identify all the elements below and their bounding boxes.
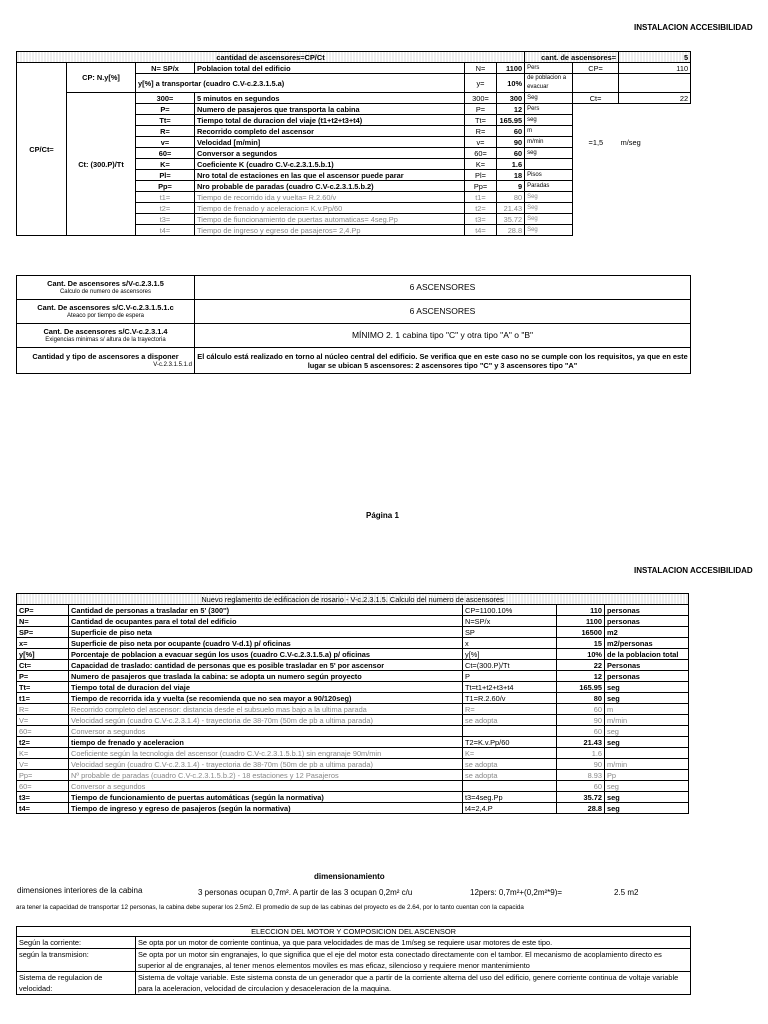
row-var: SP — [463, 627, 557, 638]
row-symbol: t4= — [17, 803, 69, 814]
table-row — [17, 671, 689, 682]
row-desc: Capacidad de traslado: cantidad de personas que es posible trasladar en 5' por ascensor — [69, 660, 463, 671]
row-var: Pp= — [465, 181, 497, 192]
row-symbol: v= — [136, 137, 195, 148]
dim-mid: 3 personas ocupan 0,7m². A partir de las 3 ocupan 0,2m² c/u — [198, 888, 413, 897]
row-unit: seg — [605, 737, 689, 748]
row-value: 90 — [557, 759, 605, 770]
summary-label — [17, 324, 195, 348]
summary-label-text: Cant. De ascensores s/C.V-c.2.3.1.5.1.c — [37, 302, 174, 312]
table-row — [17, 682, 689, 693]
row-value: 165.95 — [557, 682, 605, 693]
row-value: 60 — [497, 148, 525, 159]
row-unit: Pers — [525, 63, 573, 74]
row-unit — [525, 159, 573, 170]
row-desc: Numero de pasajeros que traslada la cabina: se adopta un numero según proyecto — [69, 671, 463, 682]
cant-value: 5 — [619, 52, 691, 63]
elevator-count-table — [16, 51, 691, 236]
summary-label-text: Cant. De ascensores s/C.V-c.2.3.1.4 — [43, 326, 168, 336]
row-var: P= — [465, 104, 497, 115]
cant-label: cant. de ascensores= — [525, 52, 619, 63]
v-note: =1,5 — [588, 137, 604, 147]
row-symbol: x= — [17, 638, 69, 649]
row-symbol: Ct= — [17, 660, 69, 671]
row-unit: de la poblacion total — [605, 649, 689, 660]
row-value: 80 — [497, 192, 525, 203]
row-value: 16500 — [557, 627, 605, 638]
cp-label: CP: N.y[%] — [67, 63, 136, 93]
motor-text: Se opta por un motor de corriente continua, ya que para velocidades de mas de 1m/seg se requiere usar motores de este tipo. — [136, 937, 691, 949]
row-value: 90 — [497, 137, 525, 148]
row-value: 35.72 — [497, 214, 525, 225]
row-desc: Porcentaje de poblacion a evacuar según los usos (cuadro C.V-c.2.3.1.5.a) p/ oficinas — [69, 649, 463, 660]
row-var: Tt=t1+t2+t3+t4 — [463, 682, 557, 693]
row-unit: Personas — [605, 660, 689, 671]
row-symbol: 60= — [17, 726, 69, 737]
row-desc: Tiempo total de duracion del viaje — [69, 682, 463, 693]
summary-row — [17, 348, 691, 374]
row-var: Tt= — [465, 115, 497, 126]
summary-value: MÍNIMO 2. 1 cabina tipo "C" y otra tipo "A" o "B" — [195, 324, 691, 348]
row-var: P — [463, 671, 557, 682]
row-value: 12 — [497, 104, 525, 115]
row-value: 21.43 — [557, 737, 605, 748]
table-row — [17, 660, 689, 671]
row-desc: Tiempo de recorrida ida y vuelta (se recomienda que no sea mayor a 90/120seg) — [69, 693, 463, 704]
table-row — [17, 704, 689, 715]
row-symbol: y[%] — [17, 649, 69, 660]
motor-row — [17, 937, 691, 949]
row-symbol: K= — [17, 748, 69, 759]
row-desc: Velocidad según (cuadro C.V-c.2.3.1.4) - trayectoria de 38-70m (50m de pb a ultima parada) — [69, 715, 463, 726]
row-symbol: CP= — [17, 605, 69, 616]
row-symbol: P= — [17, 671, 69, 682]
row-var: y= — [465, 74, 497, 93]
row-var: R= — [463, 704, 557, 715]
row-symbol: Pp= — [136, 181, 195, 192]
row-symbol: 300= — [136, 93, 195, 104]
row-desc: Nro total de estaciones en las que el ascensor puede parar — [195, 170, 465, 181]
table-title: cantidad de ascensores=CP/Ct — [17, 52, 525, 63]
row-value: 165.95 — [497, 115, 525, 126]
row-value: 10% — [497, 74, 525, 93]
row-desc: Tiempo total de duracion del viaje (t1+t2+t3+t4) — [195, 115, 465, 126]
row-value: 12 — [557, 671, 605, 682]
row-symbol: V= — [17, 715, 69, 726]
row-unit: seg — [525, 115, 573, 126]
row-var: 60= — [465, 148, 497, 159]
row-desc: Tiempo de ingreso y egreso de pasajeros= 2,4.Pp — [195, 225, 465, 236]
row-desc: Recorrido completo del ascensor: distancia desde el subsuelo mas bajo a la ultima parada — [69, 704, 463, 715]
dim-formula: 12pers: 0,7m²+(0,2m²*9)= — [470, 888, 563, 897]
dim-label: dimensiones interiores de la cabina — [17, 886, 143, 895]
motor-text: Sistema de voltaje variable. Este sistema consta de un generador que a partir de la corriente alterna del uso del edificio, genere corriente continua de voltaje variable para la aceleracion, velocidad de circulacion y desaceleracion de la maquina. — [136, 972, 691, 995]
motor-row — [17, 972, 691, 995]
page-header-2: INSTALACION ACCESIBILIDAD — [634, 566, 753, 575]
row-value: 22 — [557, 660, 605, 671]
summary-value: El cálculo está realizado en torno al núcleo central del edificio. Se verifica que en este caso no se cumple con los requisitos, ya que en este lugar se ubican 5 ascensores: 2 ascensores tipo "C" y 3 ascensores tipo "A" — [195, 348, 691, 374]
row-desc: Coeficiente K (cuadro C.V-c.2.3.1.5.b.1) — [195, 159, 465, 170]
row-desc: Numero de pasajeros que transporta la cabina — [195, 104, 465, 115]
table-row — [17, 715, 689, 726]
table-row — [17, 770, 689, 781]
row-desc: Poblacion total del edificio — [195, 63, 465, 74]
row-unit: m/min — [605, 759, 689, 770]
row-symbol: Tt= — [17, 682, 69, 693]
summary-sub: Exigencias minimas s/ altura de la trayectoria — [45, 336, 166, 343]
table-row — [17, 781, 689, 792]
row-symbol: SP= — [17, 627, 69, 638]
row-symbol: K= — [136, 159, 195, 170]
motor-row — [17, 949, 691, 972]
row-unit: m/min — [605, 715, 689, 726]
row-desc: Superficie de piso neta — [69, 627, 463, 638]
table-row — [17, 726, 689, 737]
row-symbol: t2= — [17, 737, 69, 748]
row-unit: personas — [605, 616, 689, 627]
row-var: se adopta — [463, 759, 557, 770]
row-unit: Paradas — [525, 181, 573, 192]
row-value: 60 — [557, 704, 605, 715]
row-var: 300= — [465, 93, 497, 104]
row-var — [463, 726, 557, 737]
row-unit: m2 — [605, 627, 689, 638]
page-header: INSTALACION ACCESIBILIDAD — [634, 23, 753, 32]
table-row — [17, 638, 689, 649]
row-symbol: Tt= — [136, 115, 195, 126]
row-var: t3=4seg.Pp — [463, 792, 557, 803]
row-desc: Conversor a segundos — [69, 726, 463, 737]
page-number: Página 1 — [366, 511, 399, 520]
dim-title: dimensionamiento — [314, 872, 385, 881]
motor-label: según la transmision: — [17, 949, 136, 972]
motor-table — [16, 926, 691, 995]
summary-value: 6 ASCENSORES — [195, 300, 691, 324]
row-desc: Coeficiente según la tecnologia del ascensor (cuadro C.V-c.2.3.1.5.b.1) sin engranaje 90m/min — [69, 748, 463, 759]
row-unit: Seg — [525, 225, 573, 236]
row-desc: Tiempo de frenado y aceleracion= K.v.Pp/60 — [195, 203, 465, 214]
summary-label-text: Cantidad y tipo de ascensores a disponer — [32, 351, 179, 361]
row-value: 8.93 — [557, 770, 605, 781]
row-unit: Pp — [605, 770, 689, 781]
row-symbol: t3= — [17, 792, 69, 803]
row-symbol: Pp= — [17, 770, 69, 781]
row-var: t2= — [465, 203, 497, 214]
ct-value: 22 — [619, 93, 691, 104]
v-note-unit: m/seg — [620, 137, 641, 147]
row-var: T2=K.v.Pp/60 — [463, 737, 557, 748]
summary-label — [17, 276, 195, 300]
row-desc: Velocidad [m/min] — [195, 137, 465, 148]
dim-note: ara tener la capacidad de transportar 12 personas, la cabina debe superar los 2.5m2. El promedio de sup de las cabinas del proyecto es de 2.64, por lo tanto cuentan con la capacida — [16, 904, 524, 911]
rosario-table — [16, 593, 689, 814]
row-value: 28.8 — [497, 225, 525, 236]
row-value: 110 — [557, 605, 605, 616]
row-var: Pl= — [465, 170, 497, 181]
row-symbol: Pl= — [136, 170, 195, 181]
row-symbol: t2= — [136, 203, 195, 214]
row-unit: seg — [605, 693, 689, 704]
row-unit — [605, 748, 689, 759]
row-value: 60 — [557, 726, 605, 737]
row-var — [463, 781, 557, 792]
row-var: x — [463, 638, 557, 649]
row-var: N=SP/x — [463, 616, 557, 627]
row-unit: seg — [605, 792, 689, 803]
row-desc: Tiempo de funcionamiento de puertas automáticas (según la normativa) — [69, 792, 463, 803]
row-value: 90 — [557, 715, 605, 726]
row-value: 10% — [557, 649, 605, 660]
row-var: t3= — [465, 214, 497, 225]
row-desc: Conversor a segundos — [195, 148, 465, 159]
row-desc: tiempo de frenado y aceleracion — [69, 737, 463, 748]
row-var: K= — [463, 748, 557, 759]
summary-row — [17, 300, 691, 324]
summary-table — [16, 275, 691, 374]
dim-result: 2.5 m2 — [614, 888, 639, 897]
row-unit: seg — [605, 726, 689, 737]
row-symbol: P= — [136, 104, 195, 115]
row-desc: Tiempo de recorrido ida y vuelta= R.2.60/v — [195, 192, 465, 203]
motor-text: Se opta por un motor sin engranajes, lo que significa que el eje del motor esta conectado directamente con el tambor. El mecanismo de acoplamiento directo es superior al de engranajes, al tener menos elementos moviles es mas eficaz, silencioso y requiere menor mantenimiento — [136, 949, 691, 972]
row-var: v= — [465, 137, 497, 148]
row-desc: y[%] a transportar (cuadro C.V-c.2.3.1.5.a) — [136, 74, 465, 93]
summary-value: 6 ASCENSORES — [195, 276, 691, 300]
row-var: y[%] — [463, 649, 557, 660]
summary-sub: Ateaco por tiempo de espera — [66, 312, 145, 319]
row-unit: Seg — [525, 214, 573, 225]
table-row — [17, 737, 689, 748]
row-value: 28.8 — [557, 803, 605, 814]
row-symbol: 60= — [17, 781, 69, 792]
row-unit: Seg — [525, 203, 573, 214]
row-value: 80 — [557, 693, 605, 704]
row-value: 15 — [557, 638, 605, 649]
row-value: 9 — [497, 181, 525, 192]
summary-sub: V-c.2.3.1.5.1.d — [153, 361, 192, 368]
table-row — [17, 693, 689, 704]
row-desc: Conversor a segundos — [69, 781, 463, 792]
table-row — [17, 93, 691, 104]
row-unit: m2/personas — [605, 638, 689, 649]
row-value: 1.6 — [497, 159, 525, 170]
row-desc: Cantidad de ocupantes para el total del edificio — [69, 616, 463, 627]
row-unit: Seg — [525, 93, 573, 104]
row-unit: Pers — [525, 104, 573, 115]
row-desc: Tiempo de fiuncionamiento de puertas automaticas= 4seg.Pp — [195, 214, 465, 225]
row-var: N= — [465, 63, 497, 74]
cp-value: 110 — [619, 63, 691, 74]
row-unit: m — [525, 126, 573, 137]
row-value: 1100 — [557, 616, 605, 627]
cpct-label: CP/Ct= — [17, 63, 67, 236]
row-var: Ct=(300.P)/Tt — [463, 660, 557, 671]
row-var: T1=R.2.60/v — [463, 693, 557, 704]
row-desc: Recorrido completo del ascensor — [195, 126, 465, 137]
ct-eq: Ct= — [573, 93, 619, 104]
row-symbol: R= — [17, 704, 69, 715]
summary-label — [17, 348, 195, 374]
row-unit: de poblacion a evacuar — [525, 74, 573, 93]
row-value: 1100 — [497, 63, 525, 74]
row-value: 60 — [557, 781, 605, 792]
row-unit: seg — [605, 781, 689, 792]
row-var: CP=1100.10% — [463, 605, 557, 616]
motor-title: ELECCION DEL MOTOR Y COMPOSICION DEL ASCENSOR — [17, 927, 691, 937]
row-desc: 5 minutos en segundos — [195, 93, 465, 104]
row-desc: Velocidad según (cuadro C.V-c.2.3.1.4) - trayectoria de 38-70m (50m de pb a ultima parada) — [69, 759, 463, 770]
row-var: t1= — [465, 192, 497, 203]
row-value: 21.43 — [497, 203, 525, 214]
table-title-2: Nuevo reglamento de edificacion de rosario - V-c.2.3.1.5. Calculo del numero de ascensores — [17, 594, 689, 605]
row-symbol: t4= — [136, 225, 195, 236]
row-unit: personas — [605, 671, 689, 682]
ct-label: Ct: (300.P)/Tt — [67, 93, 136, 236]
row-unit: Seg — [525, 192, 573, 203]
row-symbol: R= — [136, 126, 195, 137]
row-unit: Pisos — [525, 170, 573, 181]
row-symbol: t1= — [136, 192, 195, 203]
summary-row — [17, 276, 691, 300]
table-row — [17, 792, 689, 803]
row-symbol: V= — [17, 759, 69, 770]
row-unit: m/min — [525, 137, 573, 148]
row-value: 300 — [497, 93, 525, 104]
row-desc: Nº probable de paradas (cuadro C.V-c.2.3.1.5.b.2) - 18 estaciones y 12 Pasajeros — [69, 770, 463, 781]
table-row — [17, 627, 689, 638]
summary-label — [17, 300, 195, 324]
row-desc: Nro probable de paradas (cuadro C.V-c.2.3.1.5.b.2) — [195, 181, 465, 192]
motor-label: Sistema de regulacion de velocidad: — [17, 972, 136, 995]
row-desc: Tiempo de ingreso y egreso de pasajeros (según la normativa) — [69, 803, 463, 814]
row-unit: seg — [525, 148, 573, 159]
row-unit: seg — [605, 682, 689, 693]
row-value: 1.6 — [557, 748, 605, 759]
row-symbol: t3= — [136, 214, 195, 225]
row-symbol: t1= — [17, 693, 69, 704]
motor-label: Según la corriente: — [17, 937, 136, 949]
row-desc: Superficie de piso neta por ocupante (cuadro V-d.1) p/ oficinas — [69, 638, 463, 649]
table-row — [17, 748, 689, 759]
row-value: 35.72 — [557, 792, 605, 803]
table-row — [17, 759, 689, 770]
summary-row — [17, 324, 691, 348]
row-symbol: 60= — [136, 148, 195, 159]
row-symbol: N= — [17, 616, 69, 627]
row-var: R= — [465, 126, 497, 137]
row-var: t4= — [465, 225, 497, 236]
row-unit: personas — [605, 605, 689, 616]
row-symbol: N= SP/x — [136, 63, 195, 74]
cp-eq: CP= — [573, 63, 619, 74]
table-row — [17, 616, 689, 627]
row-var: se adopta — [463, 770, 557, 781]
row-unit: m — [605, 704, 689, 715]
summary-sub: Calculo de numero de ascensores — [59, 288, 152, 295]
table-row — [17, 63, 691, 74]
summary-label-text: Cant. De ascensores s/V-c.2.3.1.5 — [47, 278, 164, 288]
row-var: t4=2,4.P — [463, 803, 557, 814]
row-var: se adopta — [463, 715, 557, 726]
table-row — [17, 605, 689, 616]
table-row — [17, 649, 689, 660]
row-value: 60 — [497, 126, 525, 137]
row-unit: seg — [605, 803, 689, 814]
row-value: 18 — [497, 170, 525, 181]
row-var: K= — [465, 159, 497, 170]
row-desc: Cantidad de personas a trasladar en 5' (300'') — [69, 605, 463, 616]
table-row — [17, 803, 689, 814]
